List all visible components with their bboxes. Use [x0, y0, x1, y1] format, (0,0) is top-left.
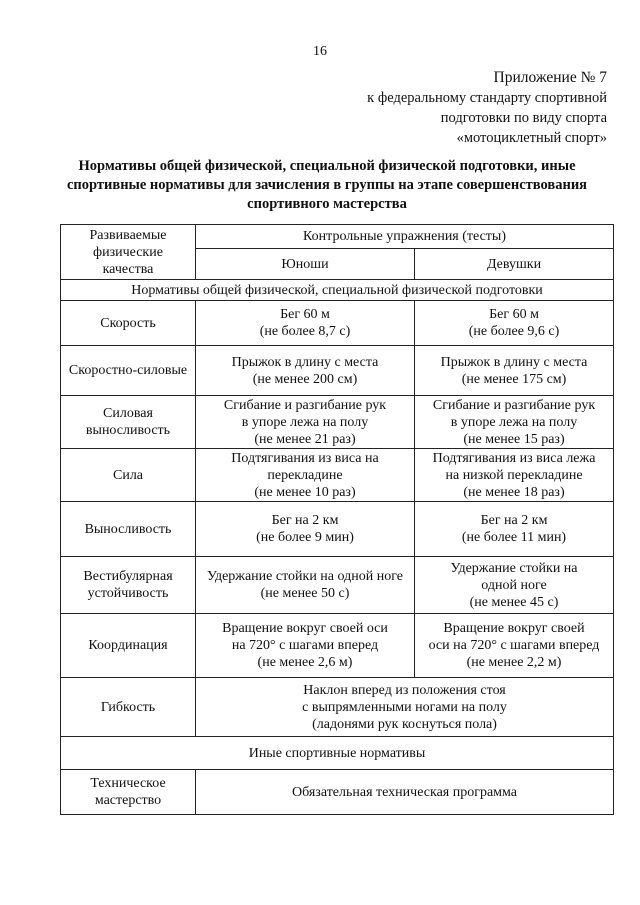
header-quality-line: Развиваемые — [89, 227, 167, 243]
girls-standard-cell — [415, 346, 614, 396]
standard-line: одной ноге — [481, 577, 547, 593]
quality-cell — [61, 770, 196, 815]
appendix-line: «мотоциклетный спорт» — [456, 130, 607, 146]
common-standard-cell: Обязательная техническая программа — [196, 770, 614, 815]
girls-standard-cell — [415, 557, 614, 614]
table-row — [61, 301, 614, 346]
title-line: Нормативы общей физической, специальной физической подготовки, иные — [78, 158, 576, 174]
quality-line: Выносливость — [84, 521, 172, 537]
standard-line: Вращение вокруг своей — [443, 621, 585, 636]
standard-line: Прыжок в длину с места — [231, 354, 379, 370]
boys-standard-cell — [196, 502, 415, 557]
standard-line: (не более 11 мин) — [461, 530, 567, 545]
quality-line: выносливость — [85, 423, 171, 438]
table-row — [61, 770, 614, 815]
quality-cell — [61, 502, 196, 557]
header-quality-line: физические — [93, 244, 163, 260]
standard-line: (не менее 15 раз) — [463, 431, 565, 447]
document-title — [40, 157, 614, 214]
girls-standard-cell — [415, 502, 614, 557]
standard-line: Вращение вокруг своей оси — [222, 621, 388, 636]
standard-line: (не менее 50 с) — [260, 586, 350, 601]
standard-line: Удержание стойки на одной ноге — [207, 569, 403, 584]
section-general-cell: Нормативы общей физической, специальной физической подготовки — [61, 280, 614, 301]
standard-line: (не менее 200 см) — [252, 371, 358, 387]
table-row — [61, 557, 614, 614]
boys-standard-cell — [196, 396, 415, 449]
appendix-line: Приложение № 7 — [493, 69, 607, 86]
standard-line: (не менее 175 см) — [461, 371, 567, 387]
boys-standard-cell — [196, 346, 415, 396]
section-row — [61, 737, 614, 770]
standard-line: Бег на 2 км — [480, 513, 548, 528]
quality-cell — [61, 557, 196, 614]
quality-line: Скорость — [100, 315, 156, 331]
quality-line: Силовая — [103, 406, 153, 421]
quality-cell — [61, 301, 196, 346]
quality-cell — [61, 614, 196, 678]
boys-standard-cell — [196, 449, 415, 502]
quality-cell — [61, 346, 196, 396]
girls-standard-cell — [415, 301, 614, 346]
header-quality-line: качества — [102, 261, 154, 277]
standard-line: (не более 9 мин) — [256, 530, 354, 545]
quality-cell — [61, 449, 196, 502]
standard-line: Наклон вперед из положения стоя — [303, 682, 506, 698]
standard-line: на 720° с шагами вперед — [231, 638, 379, 653]
quality-line: мастерство — [94, 793, 162, 808]
header-quality-cell — [61, 225, 196, 280]
standard-line: Подтягивания из виса лежа — [432, 450, 596, 466]
standard-line: (не менее 2,2 м) — [466, 655, 562, 670]
standard-line: (не менее 18 раз) — [463, 484, 565, 500]
table-row — [61, 449, 614, 502]
standard-line: Прыжок в длину с места — [440, 354, 588, 370]
table-row — [61, 346, 614, 396]
table-row — [61, 614, 614, 678]
standard-line: (не более 8,7 с) — [259, 324, 351, 339]
quality-cell — [61, 678, 196, 737]
quality-line: Координация — [88, 638, 168, 653]
appendix-heading — [367, 68, 607, 148]
standard-line: оси на 720° с шагами вперед — [428, 638, 600, 653]
quality-line: устойчивость — [87, 586, 169, 601]
standard-line: Подтягивания из виса на — [231, 450, 379, 466]
quality-line: Вестибулярная — [83, 569, 173, 584]
standard-line: Сгибание и разгибание рук — [432, 397, 596, 413]
title-line: спортивные нормативы для зачисления в группы на этапе совершенствования — [66, 177, 588, 193]
standard-line: (не менее 10 раз) — [254, 484, 356, 500]
standard-line: (не менее 45 с) — [469, 594, 559, 610]
common-standard-cell — [196, 678, 614, 737]
standard-line: Бег на 2 км — [271, 513, 339, 528]
standard-line: (не более 9,6 с) — [468, 324, 560, 339]
standard-line: Бег 60 м — [280, 307, 330, 322]
appendix-line: подготовки по виду спорта — [440, 110, 607, 126]
quality-line: Скоростно-силовые — [68, 363, 188, 378]
standard-line: с выпрямленными ногами на полу — [302, 699, 507, 715]
standards-table — [60, 224, 614, 815]
standard-line: Удержание стойки на — [450, 560, 578, 576]
table-row — [61, 502, 614, 557]
standard-line: в упоре лежа на полу — [241, 414, 369, 430]
standard-line: перекладине — [267, 467, 343, 483]
quality-line: Гибкость — [100, 699, 156, 715]
standard-line: (ладонями рук коснуться пола) — [312, 716, 497, 732]
quality-cell — [61, 396, 196, 449]
page-number: 16 — [313, 44, 327, 59]
boys-standard-cell — [196, 301, 415, 346]
girls-standard-cell — [415, 614, 614, 678]
header-boys-cell: Юноши — [196, 249, 415, 280]
header-tests-cell: Контрольные упражнения (тесты) — [196, 225, 614, 249]
header-girls-cell: Девушки — [415, 249, 614, 280]
standard-line: в упоре лежа на полу — [450, 414, 578, 430]
standard-line: Бег 60 м — [489, 307, 539, 322]
boys-standard-cell — [196, 557, 415, 614]
section-row — [61, 280, 614, 301]
girls-standard-cell — [415, 449, 614, 502]
table-header-row — [61, 225, 614, 249]
quality-line: Техническое — [90, 776, 166, 791]
standard-line: (не менее 2,6 м) — [257, 655, 353, 670]
title-line: спортивного мастерства — [247, 196, 407, 212]
standard-line: Сгибание и разгибание рук — [223, 397, 387, 413]
table-row — [61, 396, 614, 449]
appendix-line: к федеральному стандарту спортивной — [367, 90, 607, 106]
standard-line: (не менее 21 раз) — [254, 431, 356, 447]
boys-standard-cell — [196, 614, 415, 678]
standard-line: на низкой перекладине — [445, 467, 583, 483]
section-other-cell: Иные спортивные нормативы — [61, 737, 614, 770]
table-row — [61, 678, 614, 737]
girls-standard-cell — [415, 396, 614, 449]
quality-line: Сила — [112, 467, 144, 483]
